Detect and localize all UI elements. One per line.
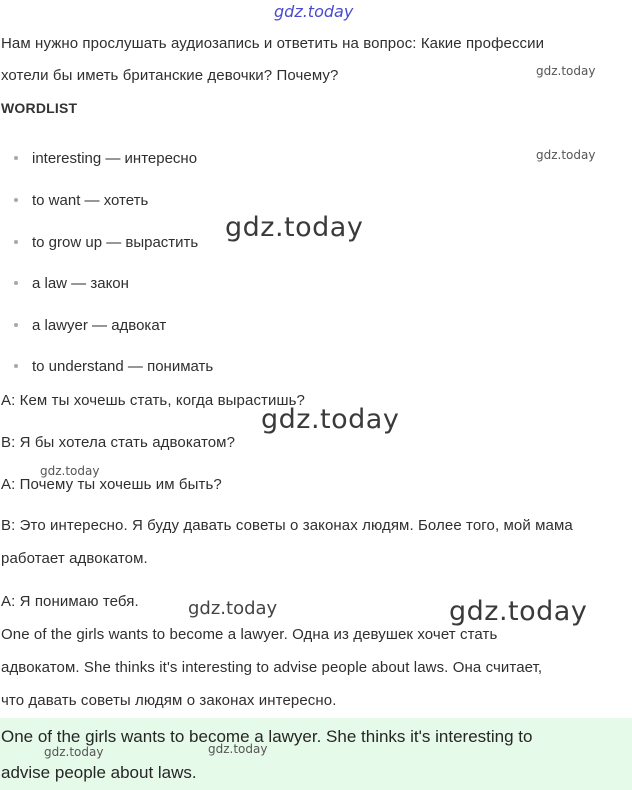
- answer-box: [0, 718, 632, 790]
- answer-line: One of the girls wants to become a lawyer. She thinks it's interesting to: [1, 727, 533, 746]
- dialogue-line: B: Я бы хотела стать адвокатом?: [1, 434, 236, 451]
- bullet-icon: [14, 281, 18, 285]
- watermark-small: gdz.today: [536, 148, 596, 162]
- wordlist-item-text: a law — закон: [32, 275, 129, 292]
- watermark-small: gdz.today: [208, 742, 268, 756]
- watermark-small: gdz.today: [536, 64, 596, 78]
- bullet-icon: [14, 323, 18, 327]
- watermark-top: gdz.today: [274, 2, 354, 21]
- explanation-line: что давать советы людям о законах интересно.: [1, 692, 337, 709]
- explanation-line: адвокатом. She thinks it's interesting to advise people about laws. Она считает,: [1, 659, 543, 676]
- bullet-icon: [14, 198, 18, 202]
- watermark-large: gdz.today: [449, 596, 588, 627]
- wordlist-item: [14, 357, 213, 377]
- watermark-large: gdz.today: [225, 212, 364, 243]
- dialogue-line: A: Почему ты хочешь им быть?: [1, 476, 222, 493]
- wordlist-item: [14, 233, 198, 253]
- bullet-icon: [14, 240, 18, 244]
- watermark-medium: gdz.today: [188, 598, 278, 619]
- wordlist-item: [14, 316, 166, 336]
- wordlist-item-text: to want — хотеть: [32, 192, 149, 209]
- wordlist-item: [14, 149, 197, 169]
- dialogue-line: работает адвокатом.: [1, 550, 148, 567]
- watermark-small: gdz.today: [40, 464, 100, 478]
- explanation-line: One of the girls wants to become a lawyer. Одна из девушек хочет стать: [1, 626, 498, 643]
- dialogue-line: A: Кем ты хочешь стать, когда вырастишь?: [1, 392, 305, 409]
- bullet-icon: [14, 156, 18, 160]
- wordlist-item-text: to understand — понимать: [32, 358, 214, 375]
- wordlist-item: [14, 191, 148, 211]
- dialogue-line: B: Это интересно. Я буду давать советы о законах людям. Более того, мой мама: [1, 517, 573, 534]
- watermark-large: gdz.today: [261, 404, 400, 435]
- intro-line-1: Нам нужно прослушать аудиозапись и ответить на вопрос: Какие профессии: [1, 35, 545, 52]
- wordlist-heading: WORDLIST: [1, 100, 78, 116]
- wordlist-item: [14, 274, 129, 294]
- watermark-small: gdz.today: [44, 745, 104, 759]
- dialogue-line: A: Я понимаю тебя.: [1, 593, 139, 610]
- bullet-icon: [14, 364, 18, 368]
- wordlist-item-text: a lawyer — адвокат: [32, 317, 167, 334]
- answer-line: advise people about laws.: [1, 763, 197, 782]
- wordlist-item-text: interesting — интересно: [32, 150, 198, 167]
- wordlist-item-text: to grow up — вырастить: [32, 234, 199, 251]
- intro-line-2: хотели бы иметь британские девочки? Почему?: [1, 67, 339, 84]
